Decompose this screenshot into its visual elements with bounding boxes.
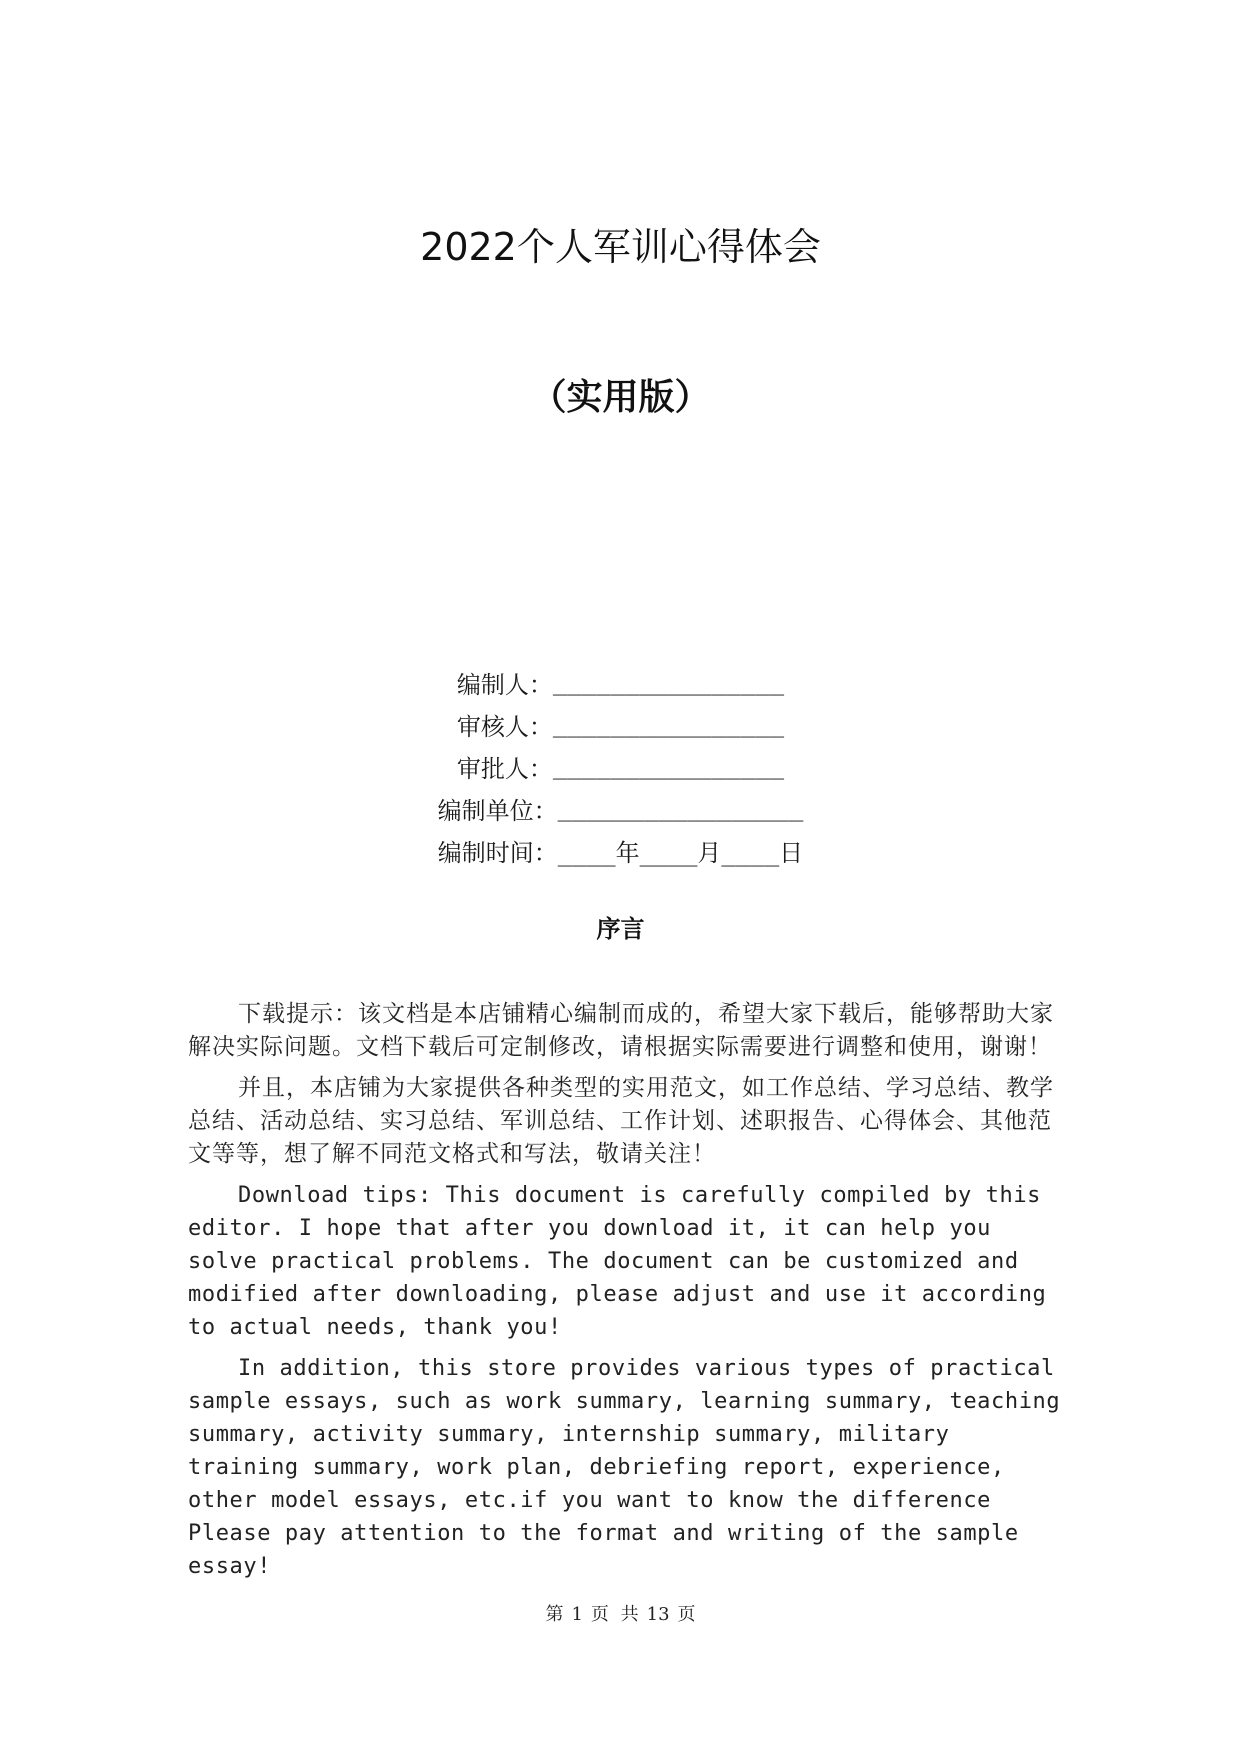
footer-middle: 页 共 xyxy=(590,1604,639,1625)
preface-heading: 序言 xyxy=(596,914,645,943)
signoff-row-date xyxy=(0,829,1241,871)
signoff-blank-line: ________________ xyxy=(552,710,785,738)
document-title: 2022个人军训心得体会 xyxy=(420,225,821,269)
paragraph-download-tip-cn: 下载提示：该文档是本店铺精心编制而成的，希望大家下载后，能够帮助大家解决实际问题。文档下载后可定制修改，请根据实际需要进行调整和使用，谢谢！ xyxy=(188,1001,1054,1060)
total-pages: 13 xyxy=(646,1604,670,1625)
signoff-row-compiler xyxy=(0,661,1241,703)
page-number: 1 xyxy=(571,1604,583,1625)
paragraph-download-tip-en: Download tips: This document is carefully compiled by this editor. I hope that after you download it, it can help you solve practical problems. The document can be customized and modified after downloading, please adjust and use it according to actual needs, thank you! xyxy=(188,1183,1047,1340)
signoff-blank-line: ________________ xyxy=(552,752,785,780)
signoff-label: 编制时间： xyxy=(437,838,558,867)
signoff-blank-line: ________________ xyxy=(552,668,785,696)
signoff-row-reviewer xyxy=(0,703,1241,745)
signoff-row-unit xyxy=(0,787,1241,829)
signoff-label: 审批人： xyxy=(456,754,553,783)
paragraph-store-info-cn: 并且，本店铺为大家提供各种类型的实用范文，如工作总结、学习总结、教学总结、活动总结、实习总结、军训总结、工作计划、述职报告、心得体会、其他范文等等，想了解不同范文格式和写法，敬请关注！ xyxy=(188,1075,1054,1167)
signoff-label: 编制单位： xyxy=(437,796,558,825)
footer-suffix: 页 xyxy=(677,1604,696,1625)
signoff-label: 编制人： xyxy=(456,670,553,699)
signoff-label: 审核人： xyxy=(456,712,553,741)
paragraph-store-info-en: In addition, this store provides various types of practical sample essays, such as work summary, learning summary, teaching summary, activity summary, internship summary, military training summary, work plan, debriefing report, experience, other model essays, etc.if you want to know the difference Please pay attention to the format and writing of the sample essay! xyxy=(188,1356,1061,1579)
document-subtitle: （实用版） xyxy=(530,377,711,418)
signoff-block xyxy=(0,661,1241,871)
preface-body xyxy=(188,998,1068,1591)
page-footer xyxy=(0,1600,1241,1626)
signoff-date-blank: ____年____月____日 xyxy=(557,838,804,867)
signoff-row-approver xyxy=(0,745,1241,787)
signoff-blank-line: _________________ xyxy=(557,794,804,822)
footer-prefix: 第 xyxy=(545,1604,564,1625)
